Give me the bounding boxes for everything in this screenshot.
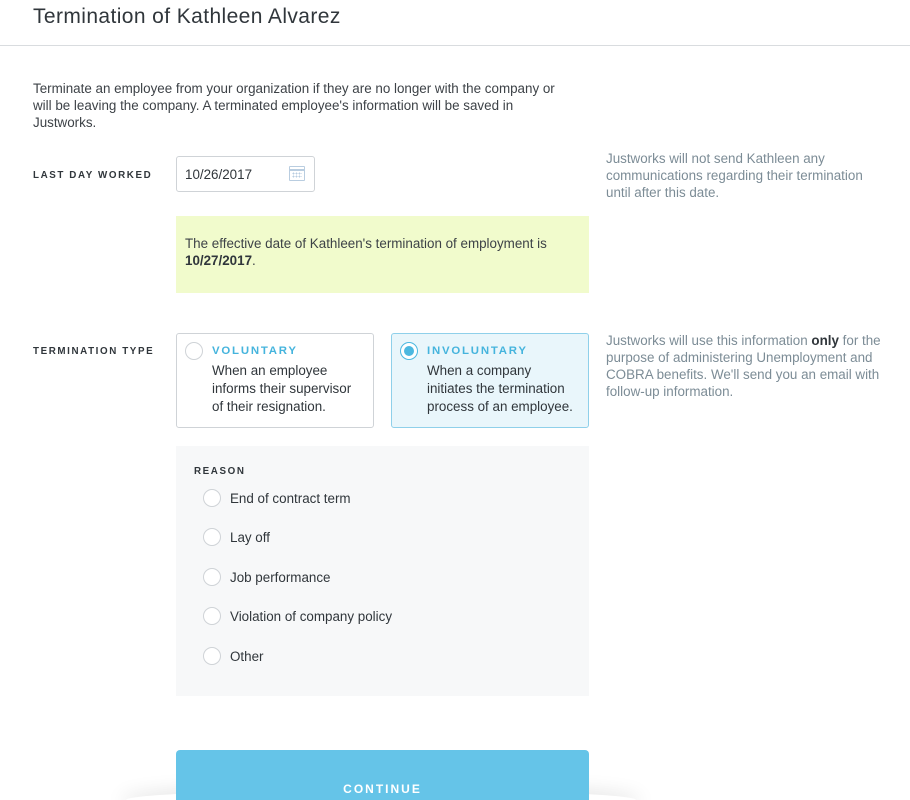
reason-option-label: Job performance — [230, 570, 331, 585]
reason-label: REASON — [194, 466, 246, 477]
voluntary-description: When an employee informs their supervisor of their resignation. — [212, 363, 352, 414]
last-day-worked-input[interactable] — [185, 157, 285, 191]
voluntary-title: VOLUNTARY — [212, 345, 298, 357]
termination-type-note — [606, 332, 881, 400]
reason-option-label: Other — [230, 649, 264, 664]
intro-text: Terminate an employee from your organization if they are no longer with the company or will be leaving the company. A terminated employee's information will be saved in Justworks. — [33, 81, 555, 130]
involuntary-option-card[interactable] — [391, 333, 589, 428]
last-day-note: Justworks will not send Kathleen any communications regarding their termination until after this date. — [606, 151, 863, 200]
termination-note-before: Justworks will use this information — [606, 333, 812, 348]
last-day-worked-label: LAST DAY WORKED — [33, 170, 153, 181]
continue-button[interactable]: CONTINUE — [176, 750, 589, 800]
page-title: Termination of Kathleen Alvarez — [33, 5, 341, 28]
effective-date-text: The effective date of Kathleen's termination of employment is — [185, 236, 547, 251]
effective-date-value: 10/27/2017 — [185, 253, 253, 268]
involuntary-title: INVOLUNTARY — [427, 345, 528, 357]
involuntary-description: When a company initiates the termination process of an employee. — [427, 363, 573, 414]
reason-radio[interactable] — [203, 568, 221, 586]
voluntary-radio[interactable] — [185, 342, 203, 360]
termination-note-after: for the purpose of administering Unemployment and COBRA benefits. We'll send you an email with follow-up information. — [606, 333, 881, 399]
voluntary-option-card[interactable] — [176, 333, 374, 428]
calendar-icon[interactable] — [289, 166, 305, 181]
termination-type-label: TERMINATION TYPE — [33, 346, 155, 357]
involuntary-radio[interactable] — [400, 342, 418, 360]
reason-option-label: Violation of company policy — [230, 609, 393, 624]
reason-radio[interactable] — [203, 607, 221, 625]
reason-option-label: Lay off — [230, 530, 270, 545]
termination-note-emphasis: only — [811, 333, 839, 348]
reason-radio[interactable] — [203, 528, 221, 546]
last-day-worked-field[interactable] — [176, 156, 315, 192]
reason-radio[interactable] — [203, 489, 221, 507]
reason-radio[interactable] — [203, 647, 221, 665]
effective-date-notice — [176, 216, 589, 293]
reason-option-label: End of contract term — [230, 491, 351, 506]
effective-date-suffix: . — [252, 253, 256, 268]
reason-panel — [176, 446, 589, 696]
page-header — [0, 0, 910, 46]
